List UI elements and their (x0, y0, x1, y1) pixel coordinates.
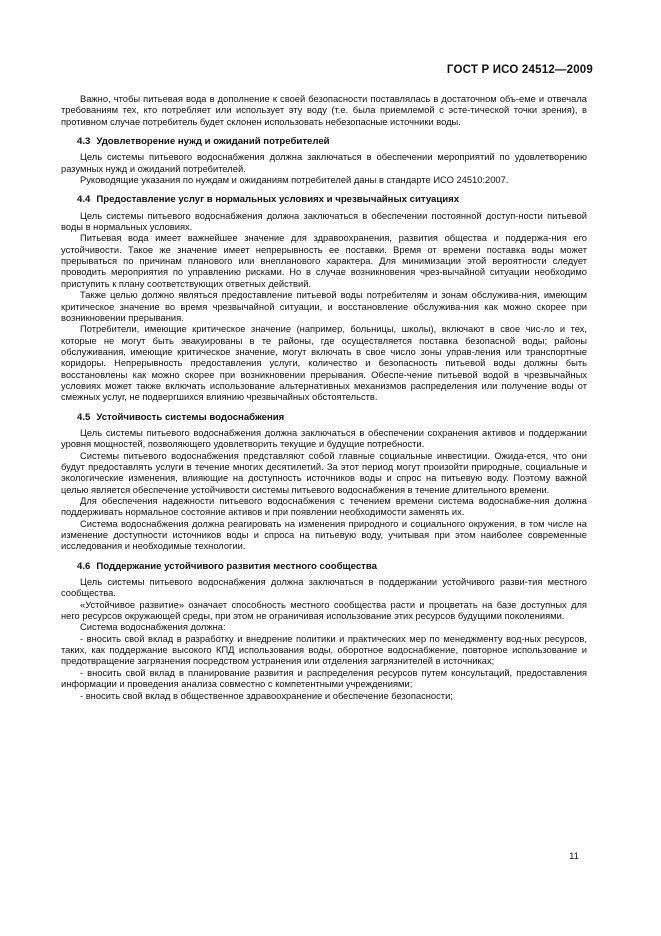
section-heading-4-3 (61, 132, 587, 152)
paragraph: Для обеспечения надежности питьевого водоснабжения с течением времени система водоснабже-ния должна поддерживать нормальное состояние активов и при появлении необходимости заменять их. (61, 496, 587, 518)
section-heading-4-5 (61, 408, 587, 428)
paragraph: Цель системы питьевого водоснабжения должна заключаться в обеспечении постоянной доступ-ности питьевой воды в нормальных условиях. (61, 210, 587, 233)
paragraph: Цель системы питьевого водоснабжения должна заключаться в обеспечении мероприятий по удовлетворению разумных нужд и ожиданий потребителей. (61, 152, 587, 174)
paragraph: Питьевая вода имеет важнейшее значение для здравоохранения, развития общества и поддержа-ния его устойчивости. Такое же значение имеет непрерывность ее поставки. Время от времени поставка воды может прерываться по причинам планового или внепланового характера. Для минимизации этой вероятности следует проводить мероприятия по управлению рисками. Но в случае возникновения чрез-вычайной ситуации необходимо приступить к плану соответствующих ответных действий. (61, 233, 587, 289)
section-title: Предоставление услуг в нормальных условиях и чрезвычайных ситуациях (96, 194, 460, 206)
list-item: - вносить свой вклад в общественное здравоохранение и обеспечение безопасности; (80, 690, 453, 701)
paragraph-intro: Важно, чтобы питьевая вода в дополнение к своей безопасности поставлялась в достаточном объ-еме и отвечала требованиям тех, кто потребляет или использует эту воду (т.е. была приемлемой с эсте-тической точки зрения), в противном случае потребитель будет склонен использовать небезопасные источники воды. (61, 94, 587, 127)
section-title: Поддержание устойчивого развития местного сообщества (96, 560, 377, 572)
paragraph: Руководящие указания по нуждам и ожиданиям потребителей даны в стандарте ИСО 24510:2007. (80, 175, 509, 186)
section-title: Удовлетворение нужд и ожиданий потребителей (96, 136, 330, 148)
paragraph: Система водоснабжения должна: (80, 622, 226, 633)
paragraph: Система водоснабжения должна реагировать на изменения природного и социального окружения, в том числе на изменение доступности источников воды и спроса на питьевую воду, учитывая при этом наиболее современные исследования и необходимые технологии. (61, 518, 587, 552)
list-item: - вносить свой вклад в планирование развития и распределения ресурсов путем консультаций, предоставления информации и проведения анализа совместно с компетентными учреждениями; (61, 667, 587, 690)
paragraph: Системы питьевого водоснабжения представляют собой главные социальные инвестиции. Ожида-ется, что они будут предоставлять услуги в течение многих десятилетий. За этот период могут произойти природные, социальные и экологические изменения, влияющие на доступность источников воды и спрос на питьевую воду. Поэтому важной целью является обеспечение устойчивости системы питьевого водоснабжения в течение длительного времени. (61, 450, 587, 495)
section-title: Устойчивость системы водоснабжения (96, 411, 285, 423)
paragraph: «Устойчивое развитие» означает способность местного сообщества расти и процветать на базе доступных для него ресурсов окружающей среды, при этом не ограничивая использование этих ресурсов будущими поколениями. (61, 599, 587, 622)
section-number: 4.3 (77, 136, 91, 148)
list-item: - вносить свой вклад в разработку и внедрение политики и практических мер по менеджменту вод-ных ресурсов, таких, как поддержание высокого КПД использования воды, оборотное водоснабжение, повторное использование и предотвращение загрязнения посредством устранения или отделения загрязнителей в источниках; (61, 633, 587, 667)
section-heading-4-6 (61, 557, 587, 577)
page-number: 11 (569, 851, 579, 862)
section-number: 4.5 (77, 411, 91, 423)
section-number: 4.6 (77, 560, 91, 572)
paragraph: Цель системы питьевого водоснабжения должна заключаться в обеспечении сохранения активов и поддержании уровня мощностей, позволяющего удовлетворить текущие и будущие потребности. (61, 427, 587, 450)
section-number: 4.4 (77, 194, 91, 206)
document-body (61, 94, 587, 702)
paragraph: Цель системы питьевого водоснабжения должна заключаться в поддержании устойчивого разви-тия местного сообщества. (61, 577, 587, 599)
section-heading-4-4 (61, 190, 587, 210)
paragraph: Также целью должно являться предоставление питьевой воды потребителям и зонам обслужива-ния, имеющим критическое значение во время чрезвычайной ситуации, и восстановление обслужива-ния как можно скорее при возникновении прерывания. (61, 290, 587, 323)
document-header: ГОСТ Р ИСО 24512—2009 (446, 64, 593, 76)
paragraph: Потребители, имеющие критическое значение (например, больницы, школы), включают в свое чис-ло и тех, которые не могут быть эвакуированы в те районы, где осуществляется поставка безопасной воды; районы обслуживания, имеющие критическое значение, могут включать в свое число зоны управ-ления или транспортные коридоры. Непрерывность предоставления услуги, количество и безопасность питьевой воды должны быть восстановлены как можно скорее при возникновении прерывания. Обеспе-чение питьевой водой в чрезвычайных условиях может также включать использование альтернативных механизмов распределения или получение воды от смежных услуг, не подвергшихся влиянию чрезвычайных обстоятельств. (61, 324, 587, 403)
